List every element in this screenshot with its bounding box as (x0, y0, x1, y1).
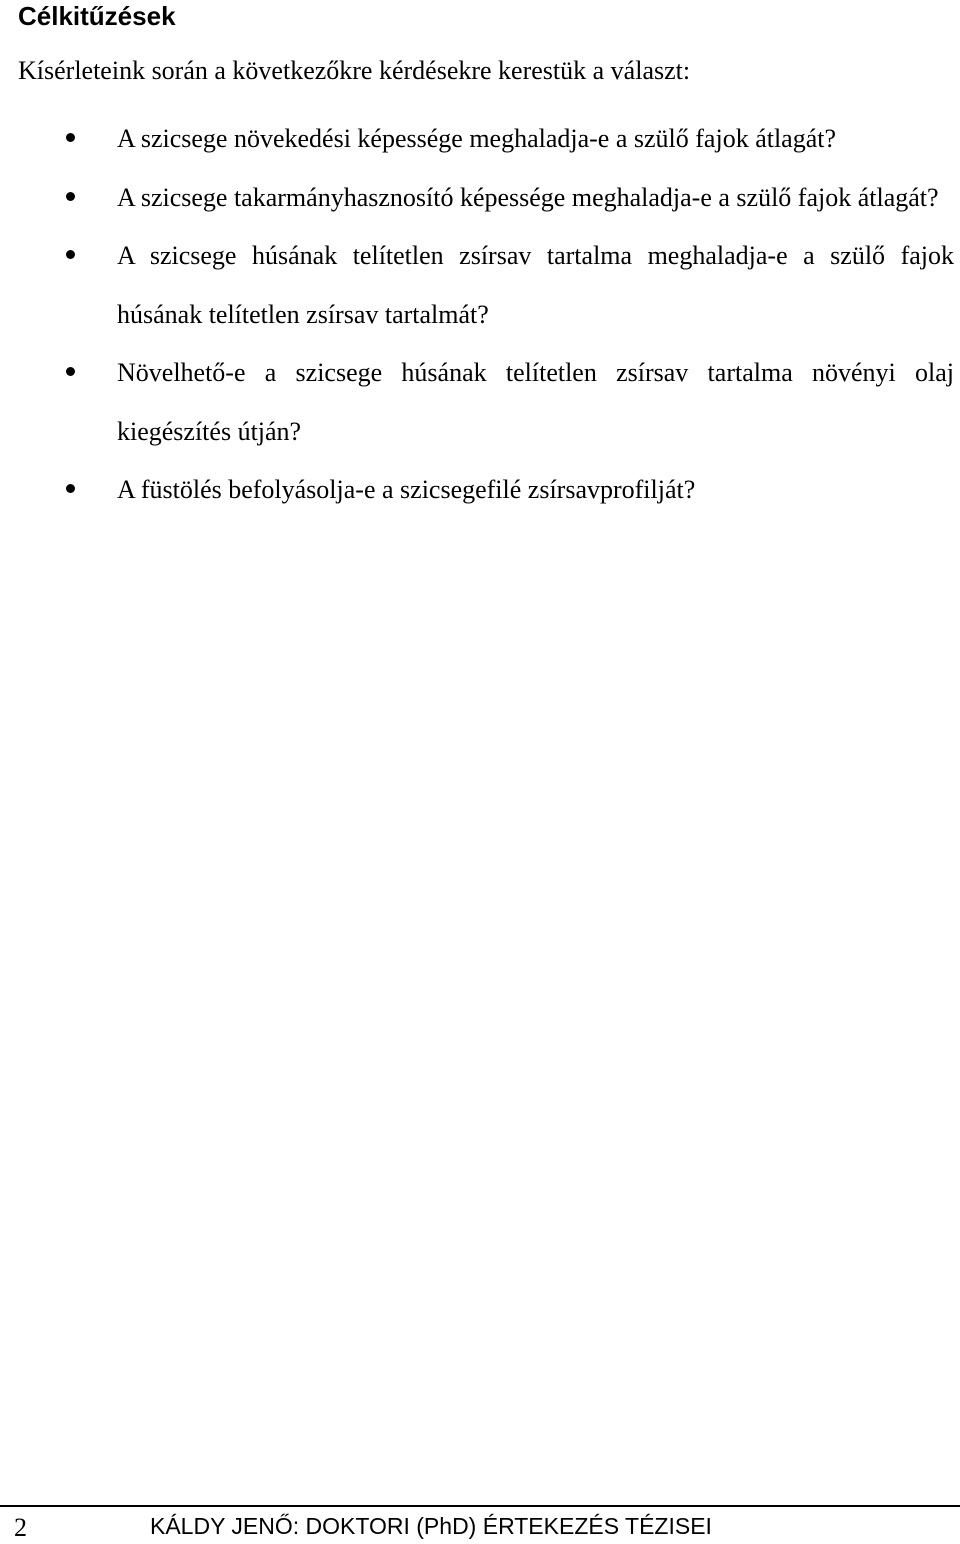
bullet-icon (66, 484, 75, 493)
bullet-icon (66, 250, 75, 259)
list-item (0, 169, 960, 228)
list-item (0, 227, 960, 344)
question-list (0, 110, 960, 520)
question-text: A szicsege növekedési képessége meghaladja-e a szülő fajok átlagát? (117, 124, 837, 153)
bullet-icon (66, 192, 75, 201)
footer-divider (0, 1505, 960, 1507)
bullet-icon (66, 133, 75, 142)
running-title: KÁLDY JENŐ: DOKTORI (PhD) ÉRTEKEZÉS TÉZISEI (150, 1513, 712, 1539)
question-text: A szicsege húsának telítetlen zsírsav tartalma meghaladja-e a szülő fajok húsának telítetlen zsírsav tartalmát? (117, 241, 954, 329)
bullet-icon (66, 367, 75, 376)
question-text: Növelhető-e a szicsege húsának telítetlen zsírsav tartalma növényi olaj kiegészítés útján? (117, 358, 954, 446)
page-title: Célkitűzések (18, 1, 176, 31)
list-item (0, 110, 960, 169)
page-footer (0, 1500, 960, 1543)
intro-text: Kísérleteink során a következőkre kérdésekre kerestük a választ: (18, 56, 691, 85)
question-text: A füstölés befolyásolja-e a szicsegefilé zsírsavprofilját? (117, 475, 696, 504)
list-item (0, 344, 960, 461)
question-text: A szicsege takarmányhasznosító képessége meghaladja-e a szülő fajok átlagát? (117, 182, 939, 212)
page-number: 2 (14, 1513, 27, 1542)
list-item (0, 461, 960, 520)
